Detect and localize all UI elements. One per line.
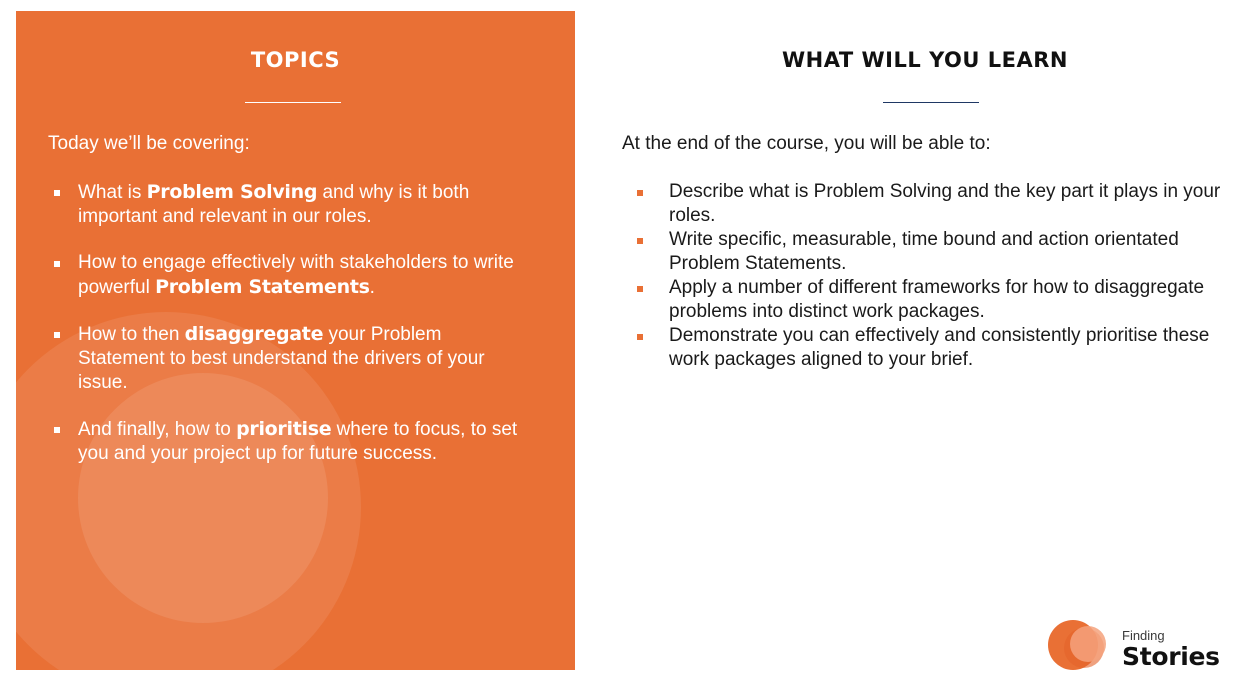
topics-item-emphasis: Problem Statements	[155, 276, 370, 298]
topics-item-emphasis: disaggregate	[184, 323, 324, 345]
finding-stories-logo	[1046, 618, 1236, 674]
topics-item-text: where to focus, to set you and your project up for future success.	[78, 419, 518, 464]
topics-item-text: and why is it both important and relevant in our roles.	[78, 182, 470, 227]
topics-panel	[16, 11, 575, 670]
learn-list-item: Demonstrate you can effectively and consistently prioritise these work packages aligned to your brief.	[622, 324, 1238, 372]
topics-item-text: How to then	[78, 324, 185, 345]
topics-divider	[245, 102, 341, 103]
topics-item-text: .	[369, 277, 375, 298]
topics-list-item	[48, 322, 528, 395]
logo-big-text: Stories	[1122, 642, 1220, 671]
topics-list	[48, 180, 528, 488]
learn-list-item: Describe what is Problem Solving and the key part it plays in your roles.	[622, 180, 1238, 228]
topics-title: TOPICS	[250, 48, 341, 72]
logo-circle-highlight-icon	[1070, 626, 1106, 662]
topics-item-emphasis: Problem Solving	[146, 181, 318, 203]
learn-list-item: Write specific, measurable, time bound and action orientated Problem Statements.	[622, 228, 1238, 276]
topics-item-text: How to engage effectively with stakeholders to write powerful	[78, 252, 514, 298]
learn-list	[622, 180, 1238, 372]
learn-list-item: Apply a number of different frameworks for how to disaggregate problems into distinct work packages.	[622, 276, 1238, 324]
topics-list-item	[48, 417, 528, 466]
topics-item-text: And finally, how to	[78, 419, 237, 440]
learn-title: WHAT WILL YOU LEARN	[782, 48, 1068, 72]
topics-item-text: What is	[78, 182, 147, 203]
learn-intro: At the end of the course, you will be able to:	[622, 133, 991, 154]
learn-divider	[883, 102, 979, 103]
topics-item-text: your Problem Statement to best understand the drivers of your issue.	[78, 324, 485, 393]
topics-intro: Today we’ll be covering:	[48, 133, 250, 154]
logo-small-text: Finding	[1122, 628, 1165, 643]
topics-list-item	[48, 180, 528, 229]
topics-item-emphasis: prioritise	[236, 418, 332, 440]
topics-list-item	[48, 251, 528, 300]
